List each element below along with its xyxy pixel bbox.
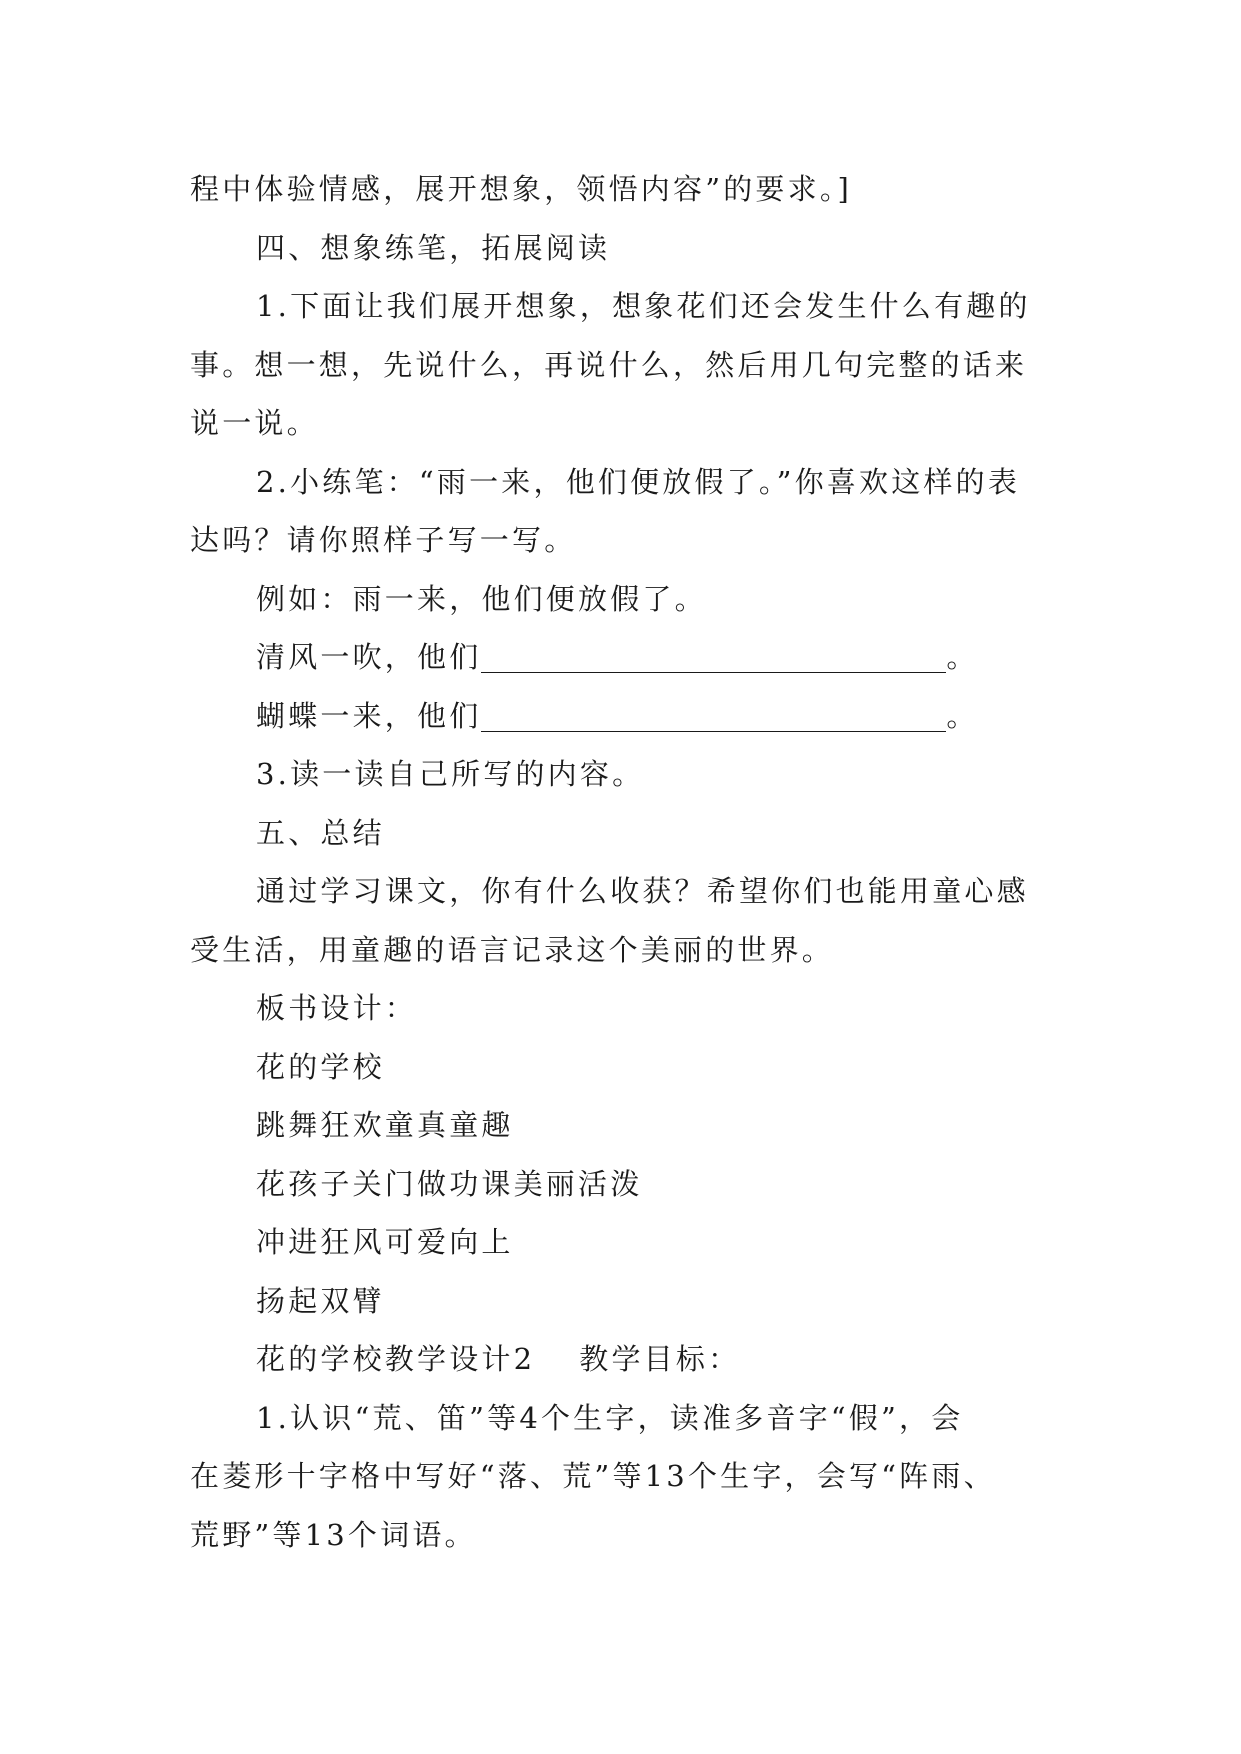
- paragraph-line: 达吗？请你照样子写一写。: [190, 523, 577, 557]
- fill-blank-prefix: 清风一吹，他们: [256, 640, 482, 674]
- fill-blank-prefix: 蝴蝶一来，他们: [256, 698, 482, 733]
- fill-blank-underline: [481, 701, 946, 732]
- section-heading: 四、想象练笔，拓展阅读: [256, 230, 611, 265]
- paragraph-line: 1.认识“荒、笛”等4个生字，读准多音字“假”，会: [256, 1400, 964, 1435]
- paragraph-line: 2.小练笔：“雨一来，他们便放假了。”你喜欢这样的表: [256, 464, 1021, 499]
- board-design-line: 跳舞狂欢童真童趣: [256, 1108, 514, 1142]
- paragraph-line: 说一说。: [190, 406, 319, 440]
- objectives-label: 教学目标：: [579, 1342, 741, 1376]
- fill-blank-underline: [481, 642, 946, 673]
- fill-blank-suffix: 。: [946, 640, 979, 674]
- example-line: 例如：雨一来，他们便放假了。: [256, 581, 707, 616]
- fill-blank-suffix: 。: [946, 698, 979, 733]
- paragraph-line: 受生活，用童趣的语言记录这个美丽的世界。: [190, 932, 835, 967]
- board-design-line: 冲进狂风可爱向上: [256, 1225, 514, 1259]
- paragraph-line: 在菱形十字格中写好“落、荒”等13个生字，会写“阵雨、: [190, 1459, 996, 1493]
- board-design-line: 花孩子关门做功课美丽活泼: [256, 1166, 643, 1201]
- section-heading: 五、总结: [256, 815, 385, 850]
- board-design-line: 扬起双臂: [256, 1283, 385, 1318]
- paragraph-line: 事。想一想，先说什么，再说什么，然后用几句完整的话来: [190, 347, 1028, 382]
- design2-title: 花的学校教学设计2: [256, 1342, 536, 1376]
- board-design-label: 板书设计：: [256, 991, 418, 1025]
- design2-heading-line: [190, 1330, 1070, 1389]
- fill-blank-line: [190, 628, 1070, 687]
- paragraph-line: 荒野”等13个词语。: [190, 1517, 477, 1552]
- paragraph-line: 通过学习课文，你有什么收获？希望你们也能用童心感: [256, 874, 1029, 908]
- paragraph-line: 程中体验情感，展开想象，领悟内容”的要求。]: [190, 172, 853, 206]
- board-design-line: 花的学校: [256, 1049, 385, 1084]
- paragraph-line: 1.下面让我们展开想象，想象花们还会发生什么有趣的: [256, 289, 1031, 323]
- paragraph-line: 3.读一读自己所写的内容。: [256, 757, 645, 791]
- document-body: [190, 160, 1070, 1564]
- fill-blank-line: [190, 687, 1070, 746]
